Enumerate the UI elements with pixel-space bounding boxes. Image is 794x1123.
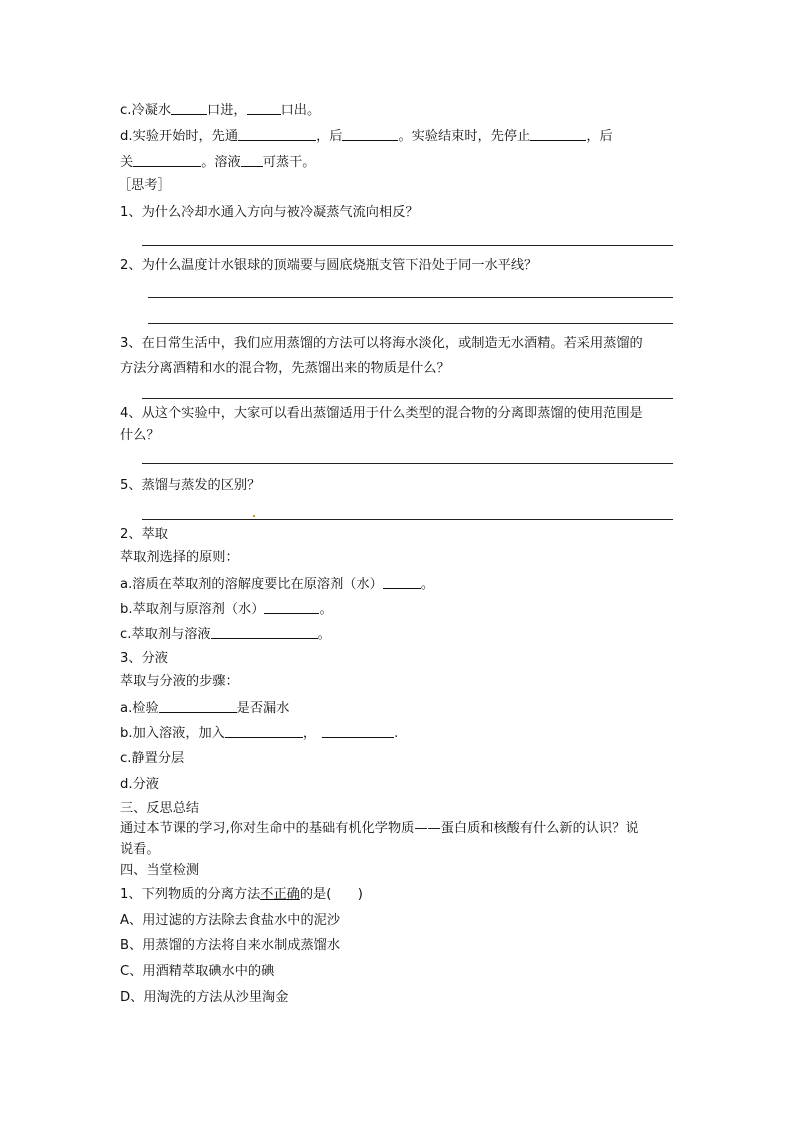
extraction-title: 2、萃取	[120, 527, 168, 542]
blank[interactable]	[264, 601, 319, 614]
text: d.实验开始时，先通	[120, 129, 239, 144]
think-q3-line1: 3、在日常生活中，我们应用蒸馏的方法可以将海水淡化，或制造无水酒精。若采用蒸馏的	[120, 336, 643, 351]
text: ，	[302, 726, 317, 741]
blank[interactable]	[247, 102, 281, 115]
text: a.溶质在萃取剂的溶解度要比在原溶剂（水）	[120, 577, 383, 592]
test-question-1	[120, 887, 363, 903]
text: ，后	[586, 129, 613, 144]
blank[interactable]	[241, 154, 263, 167]
text: c.冷凝水	[120, 103, 172, 118]
think-q4-line1: 4、从这个实验中，大家可以看出蒸馏适用于什么类型的混合物的分离即蒸馏的使用范围是	[120, 406, 643, 421]
answer-line[interactable]	[142, 519, 673, 520]
reflection-line2: 说看。	[120, 842, 160, 857]
separation-title: 3、分液	[120, 651, 168, 666]
option-c: C、用酒精萃取碘水中的碘	[120, 964, 275, 979]
answer-line[interactable]	[142, 245, 673, 246]
emphasis-text: 不正确	[260, 887, 300, 902]
reflection-title: 三、反思总结	[120, 801, 200, 816]
text: 。实验结束时，先停止	[398, 129, 531, 144]
text: 。	[319, 602, 333, 617]
option-a: A、用过滤的方法除去食盐水中的泥沙	[120, 913, 341, 928]
option-d: D、用淘洗的方法从沙里淘金	[120, 990, 289, 1005]
text: 。	[317, 627, 331, 642]
text: 是否漏水	[236, 701, 290, 716]
blank[interactable]	[159, 700, 237, 713]
extraction-a	[120, 576, 434, 593]
item-c-condenser-water	[120, 102, 320, 119]
blank[interactable]	[211, 626, 318, 639]
item-d-continued	[120, 154, 316, 171]
separation-steps: 萃取与分液的步骤：	[120, 674, 239, 689]
answer-line[interactable]	[148, 297, 673, 298]
separation-b	[120, 725, 398, 742]
think-q3-line2: 方法分离酒精和水的混合物，先蒸馏出来的物质是什么？	[120, 361, 450, 376]
separation-a	[120, 700, 289, 717]
separation-c: c.静置分层	[120, 751, 185, 766]
blank[interactable]	[225, 725, 303, 738]
item-d-experiment-start	[120, 128, 613, 145]
text: .	[394, 726, 399, 741]
blank[interactable]	[530, 128, 586, 141]
answer-line[interactable]	[142, 463, 673, 464]
think-q2: 2、为什么温度计水银球的顶端要与圆底烧瓶支管下沿处于同一水平线？	[120, 258, 538, 273]
think-q5: 5、蒸馏与蒸发的区别？	[120, 478, 261, 493]
extraction-b	[120, 601, 333, 618]
text: 1、下列物质的分离方法	[120, 887, 261, 902]
test-title: 四、当堂检测	[120, 863, 200, 878]
text: c.萃取剂与溶液	[120, 627, 211, 642]
answer-line[interactable]	[148, 323, 673, 324]
option-b: B、用蒸馏的方法将自来水制成蒸馏水	[120, 938, 341, 953]
separation-d: d.分液	[120, 777, 159, 792]
extraction-principle: 萃取剂选择的原则：	[120, 550, 239, 565]
answer-line[interactable]	[142, 398, 673, 399]
blank[interactable]	[238, 128, 316, 141]
reflection-line1: 通过本节课的学习,你对生命中的基础有机化学物质——蛋白质和核酸有什么新的认识？说	[120, 821, 639, 836]
text: 可蒸干。	[262, 155, 316, 170]
text: b.加入溶液，加入	[120, 726, 225, 741]
text: 关	[120, 155, 134, 170]
blank[interactable]	[171, 102, 207, 115]
text: 。	[420, 577, 435, 592]
text: 。溶液	[201, 155, 241, 170]
think-q1: 1、为什么冷却水通入方向与被冷凝蒸气流向相反？	[120, 205, 419, 220]
extraction-c	[120, 626, 331, 643]
think-heading: ［思考］	[118, 178, 171, 193]
blank[interactable]	[383, 576, 421, 589]
blank[interactable]	[322, 725, 394, 738]
think-q4-line2: 什么？	[120, 428, 160, 443]
text: a.检验	[120, 701, 159, 716]
text: ，后	[316, 129, 343, 144]
blank[interactable]	[133, 154, 201, 167]
text: 口出。	[280, 103, 321, 118]
text: b.萃取剂与原溶剂（水）	[120, 602, 265, 617]
text: 口进，	[207, 103, 247, 118]
blank[interactable]	[342, 128, 398, 141]
text: 的是( )	[299, 887, 363, 902]
stray-mark	[253, 515, 255, 517]
